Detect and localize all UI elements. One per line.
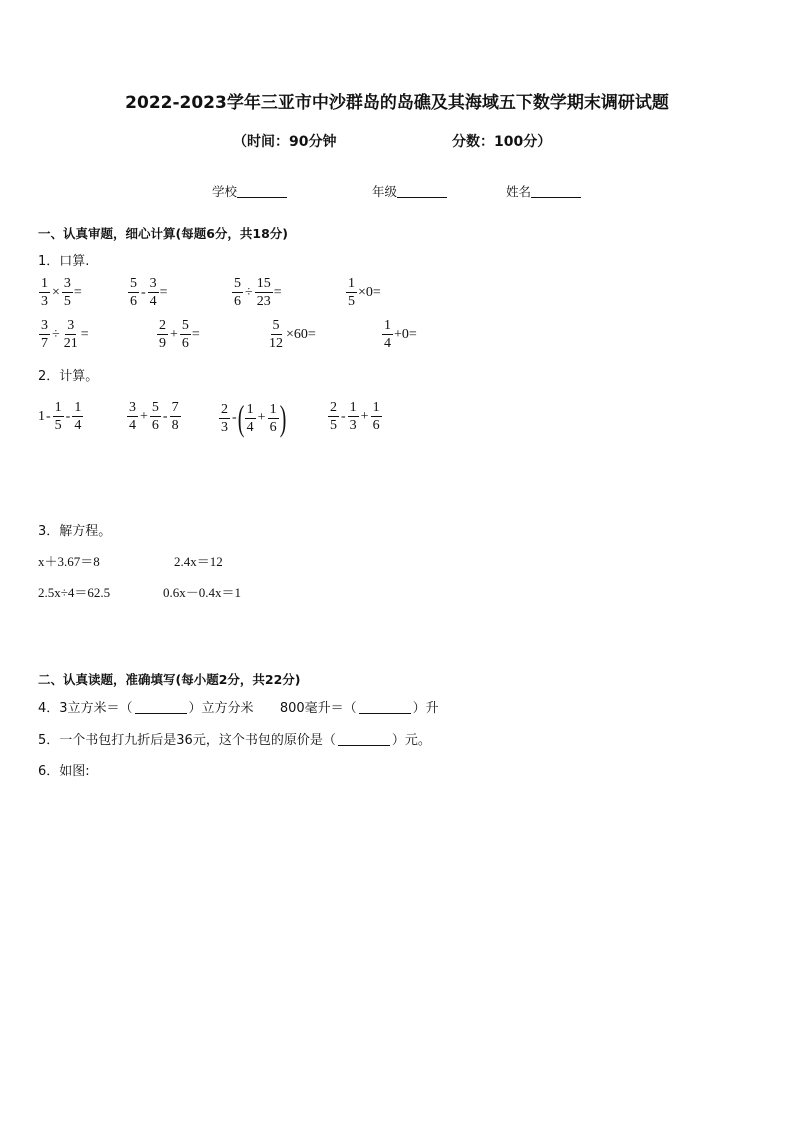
q1-item: 5 6 - $\frac{3}{4}$ = (130, 276, 168, 309)
q1-item: $\frac{1}{3}$ × $\frac{3}{5}$ = (41, 276, 82, 309)
name-label: 姓名 (506, 184, 532, 199)
q2-label: 2．计算。 (38, 369, 99, 384)
school-field[interactable] (212, 182, 287, 200)
equation: 0.6x－0.4x＝1 (163, 585, 242, 600)
q6-label: 6．如图: (38, 764, 90, 779)
q1-label: 1．口算. (38, 254, 90, 269)
q1-item: 1 4 +0= (384, 318, 417, 351)
q1-item: 2 9 + $\frac{5}{6}$ = (159, 318, 200, 351)
school-label: 学校 (212, 184, 238, 199)
grade-blank[interactable] (397, 185, 447, 198)
q2-expression: 3 4 + $\frac{5}{6}$ - 7 8 (129, 400, 179, 433)
name-blank[interactable] (531, 185, 581, 198)
equation: 2.4x＝12 (174, 554, 223, 569)
answer-blank[interactable] (359, 701, 411, 714)
section-1-heading: 一、认真审题，细心计算(每题6分，共18分) (38, 226, 289, 241)
school-blank[interactable] (237, 185, 287, 198)
q3-label: 3．解方程。 (38, 524, 112, 539)
equation: 2.5x÷4＝62.5 (38, 585, 111, 600)
q4: 4．3立方米＝（ ）立方分米 800毫升＝（ ）升 (38, 701, 439, 716)
q5: 5．一个书包打九折后是36元，这个书包的原价是（ ）元。 (38, 733, 431, 748)
page-title: 2022-2023学年三亚市中沙群岛的岛礁及其海域五下数学期末调研试题 (125, 93, 669, 113)
q1-item: $\frac{5}{6}$ ÷ $\frac{15}{23}$ = (234, 276, 282, 309)
exam-score: 分数：100分） (452, 134, 552, 150)
q1-item: $\frac{1}{5}$ ×0= (348, 276, 381, 309)
exam-time: （时间：90分钟 (233, 134, 337, 150)
section-2-heading: 二、认真读题，准确填写(每小题2分，共22分) (38, 672, 301, 687)
q1-item: $\frac{5}{12}$ ×60= (269, 318, 316, 351)
q1-item: $\frac{3}{7}$ ÷ $\frac{3}{21}$ = (41, 318, 89, 351)
q2-expression: 2 5 - 1 3 + $\frac{1}{6}$ (330, 400, 380, 433)
q2-expression: 2 3 - ( 1 4 + $\frac{1}{6}$ ) (221, 398, 286, 438)
equation: x＋3.67＝8 (38, 554, 100, 569)
grade-field[interactable] (372, 182, 447, 200)
answer-blank[interactable] (135, 701, 187, 714)
name-field[interactable] (506, 182, 581, 200)
q2-expression: 1 - 1 5 - 1 4 (38, 400, 82, 433)
grade-label: 年级 (372, 184, 398, 199)
answer-blank[interactable] (338, 733, 390, 746)
